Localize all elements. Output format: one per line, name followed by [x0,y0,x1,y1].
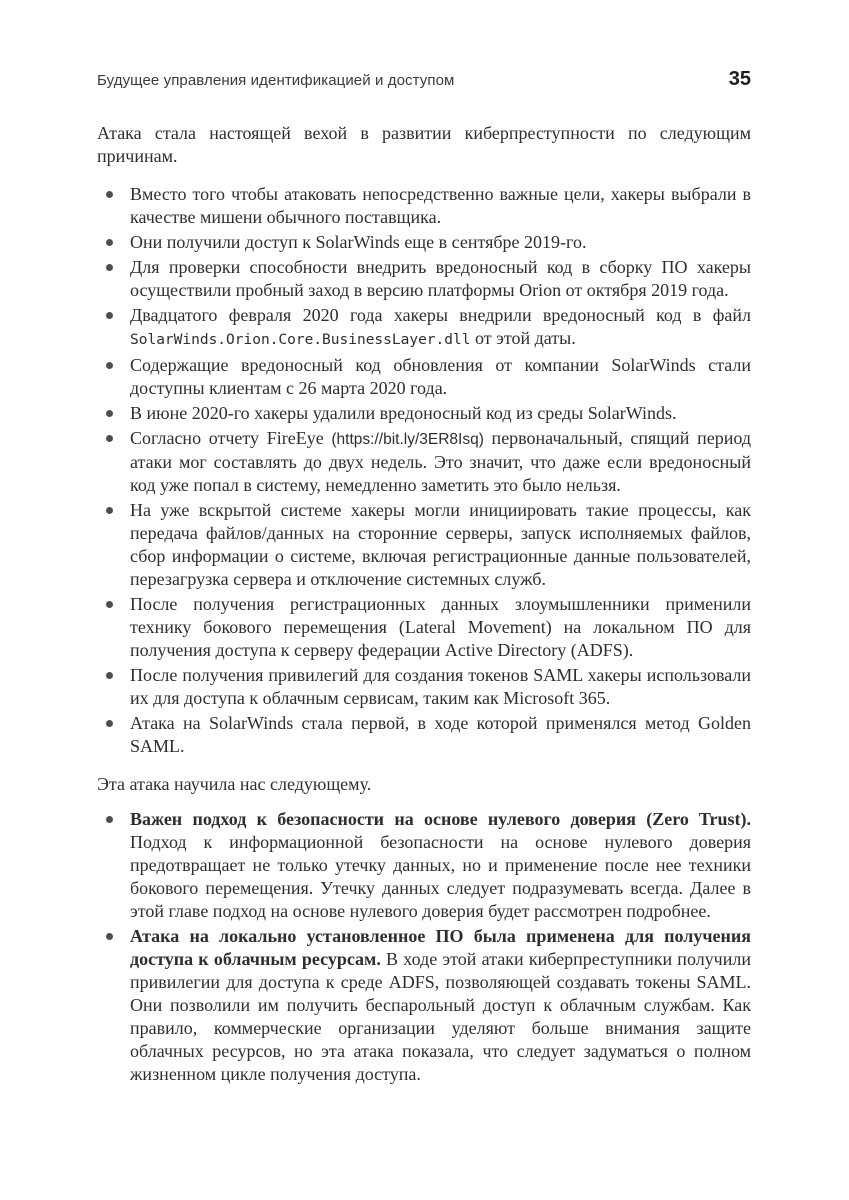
transition-paragraph: Эта атака научила нас следующему. [97,774,372,794]
running-title: Будущее управления идентификацией и доступом [97,72,455,89]
text-segment: Согласно отчету FireEye [130,428,332,448]
lesson-body: В ходе этой атаки киберпреступники получили привилегии для доступа к среде ADFS, позволяющей создавать токены SAML. Они позволили им получить беспарольный доступ к облачным службам. Как правило, коммерческие организации уделяют больше внимания защите облачных ресурсов, но эта атака показала, что следует задуматься о полном жизненном цикле получения доступа. [130,949,751,1084]
bullet-icon [106,410,113,417]
bullet-icon [106,435,113,442]
text-segment: Содержащие вредоносный код обновления от компании SolarWinds стали доступны клиентам с 26 марта 2020 года. [130,355,751,398]
list-item [97,427,751,497]
text-segment: Для проверки способности внедрить вредоносный код в сборку ПО хакеры осуществили пробный заход в версию платформы Orion от октября 2019 года. [130,257,751,300]
list-item [97,499,751,591]
bullet-icon [106,362,113,369]
list-item [97,256,751,302]
report-url: (https://bit.ly/3ER8Isq) [331,431,484,448]
lesson-body: Подход к информационной безопасности на основе нулевого доверия предотвращает не только утечку данных, но и применение после нее техники бокового перемещения. Утечку данных следует подразумевать всегда. Далее в этой главе подход на основе нулевого доверия будет рассмотрен подробнее. [130,832,751,921]
text-segment: от этой даты. [470,328,576,348]
text-segment: Двадцатого февраля 2020 года хакеры внедрили вредоносный код в файл [130,305,751,325]
bullet-text [130,664,751,710]
bullet-icon [106,816,113,823]
bullet-icon [106,312,113,319]
text-segment: После получения привилегий для создания токенов SAML хакеры использовали их для доступа к облачным сервисам, таким как Microsoft 365. [130,665,751,708]
bullet-text [130,256,751,302]
list-item [97,808,751,923]
list-item [97,664,751,710]
list-item [97,231,751,254]
list-item [97,402,751,425]
text-segment: первоначальный, спящий период атаки мог составлять до двух недель. Это значит, что даже если вредоносный код уже попал в систему, немедленно заметить это было нельзя. [130,428,751,495]
bullet-text [130,231,751,254]
bullet-text [130,499,751,591]
bullet-icon [106,507,113,514]
bullet-text [130,593,751,662]
bullet-text [130,304,751,352]
page-header [97,68,751,92]
bullet-text [130,183,751,229]
list-item [97,354,751,400]
list-item [97,712,751,758]
list-item [97,593,751,662]
lesson-text [130,925,751,1086]
text-segment: В июне 2020-го хакеры удалили вредоносный код из среды SolarWinds. [130,403,677,423]
list-item [97,304,751,352]
list-item [97,925,751,1086]
attack-facts-list [97,183,751,758]
bullet-icon [106,933,113,940]
page-number: 35 [728,68,751,90]
lessons-list [97,808,751,1086]
bullet-icon [106,601,113,608]
code-filename: SolarWinds.Orion.Core.BusinessLayer.dll [130,332,471,348]
bullet-text [130,354,751,400]
bullet-icon [106,264,113,271]
bullet-icon [106,672,113,679]
text-segment: Они получили доступ к SolarWinds еще в сентябре 2019-го. [130,232,587,252]
lesson-title: Атака на локально установленное ПО была применена для получения доступа к облачным ресурсам. [130,926,751,969]
bullet-icon [106,191,113,198]
bullet-text [130,427,751,497]
text-segment: После получения регистрационных данных злоумышленники применили технику бокового перемещения (Lateral Movement) на локальном ПО для получения доступа к серверу федерации Active Directory (ADFS). [130,594,751,660]
bullet-text [130,402,751,425]
text-segment: Атака на SolarWinds стала первой, в ходе которой применялся метод Golden SAML. [130,713,751,756]
list-item [97,183,751,229]
bullet-text [130,712,751,758]
bullet-icon [106,239,113,246]
intro-paragraph: Атака стала настоящей вехой в развитии киберпреступности по следующим причинам. [97,123,751,166]
bullet-icon [106,720,113,727]
text-segment: Вместо того чтобы атаковать непосредственно важные цели, хакеры выбрали в качестве мишени обычного поставщика. [130,184,751,227]
text-segment: На уже вскрытой системе хакеры могли инициировать такие процессы, как передача файлов/данных на сторонние серверы, запуск исполняемых файлов, сбор информации о системе, включая регистрационные данные пользователей, перезагрузка сервера и отключение системных служб. [130,500,751,589]
lesson-text [130,808,751,923]
lesson-title: Важен подход к безопасности на основе нулевого доверия (Zero Trust). [130,809,751,829]
